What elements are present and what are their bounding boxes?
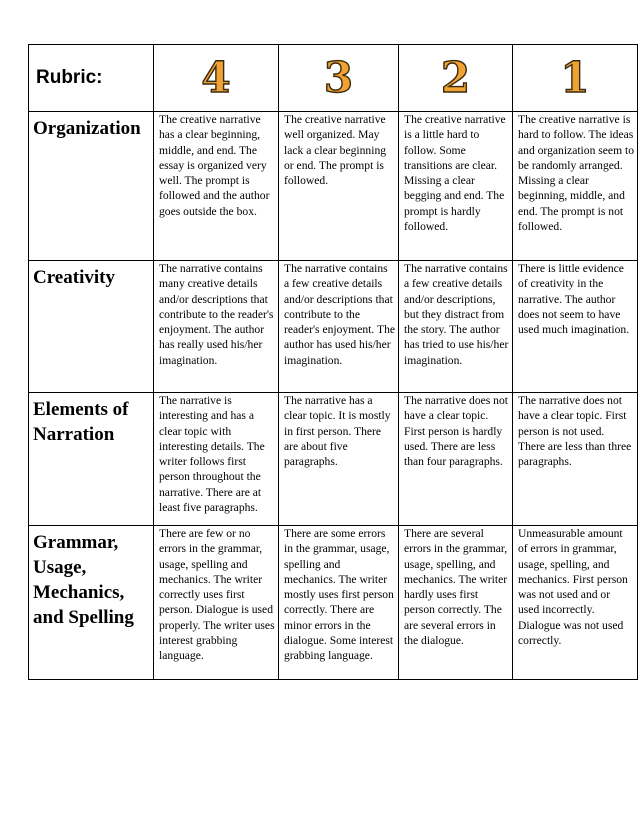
creativity-score-4: The narrative contains many creative details and/or descriptions that contribute to the reader's enjoyment. The author has really used his/her imagination.: [154, 261, 279, 393]
rubric-title: Rubric:: [29, 45, 154, 112]
score-3-header: 3: [279, 45, 399, 112]
narration-score-1: The narrative does not have a clear topic. First person is not used. There are less than three paragraphs.: [513, 393, 638, 526]
score-4-header: 4: [154, 45, 279, 112]
score-1-header: 1: [513, 45, 638, 112]
grammar-score-2: There are several errors in the grammar, usage, spelling, and mechanics. The writer hardly uses first person correctly. The are several errors in the dialogue.: [399, 526, 513, 680]
rubric-row-organization: [29, 112, 638, 261]
score-2-header: 2: [399, 45, 513, 112]
rubric-row-grammar: [29, 526, 638, 680]
narration-score-2: The narrative does not have a clear topic. First person is hardly used. There are less than four paragraphs.: [399, 393, 513, 526]
header-row: [29, 45, 638, 112]
rubric-table: [28, 44, 638, 680]
grammar-score-1: Unmeasurable amount of errors in grammar, usage, spelling, and mechanics. First person was not used and or used incorrectly. Dialogue was not used correctly.: [513, 526, 638, 680]
organization-score-3: The creative narrative well organized. May lack a clear beginning or end. The prompt is followed.: [279, 112, 399, 261]
rubric-row-creativity: [29, 261, 638, 393]
creativity-score-1: There is little evidence of creativity in the narrative. The author does not seem to have used much imagination.: [513, 261, 638, 393]
organization-score-4: The creative narrative has a clear beginning, middle, and end. The essay is organized very well. The prompt is followed and the author goes outside the box.: [154, 112, 279, 261]
narration-score-3: The narrative has a clear topic. It is mostly in first person. There are about five paragraphs.: [279, 393, 399, 526]
criterion-organization: Organization: [29, 112, 154, 261]
creativity-score-3: The narrative contains a few creative details and/or descriptions that contribute to the reader's enjoyment. The author has used his/her imagination.: [279, 261, 399, 393]
organization-score-1: The creative narrative is hard to follow. The ideas and organization seem to be randomly arranged. Missing a clear beginning, middle, and end. The prompt is not followed.: [513, 112, 638, 261]
rubric-row-elements-of-narration: [29, 393, 638, 526]
organization-score-2: The creative narrative is a little hard to follow. Some transitions are clear. Missing a clear begging and end. The prompt is hardly followed.: [399, 112, 513, 261]
criterion-grammar-usage-mechanics-spelling: Grammar, Usage, Mechanics, and Spelling: [29, 526, 154, 680]
grammar-score-4: There are few or no errors in the grammar, usage, spelling and mechanics. The writer correctly uses first person. Dialogue is used properly. The writer uses interest grabbing language.: [154, 526, 279, 680]
criterion-elements-of-narration: Elements of Narration: [29, 393, 154, 526]
creativity-score-2: The narrative contains a few creative details and/or descriptions, but they distract from the story. The author has tried to use his/her imagination.: [399, 261, 513, 393]
narration-score-4: The narrative is interesting and has a clear topic with interesting details. The writer follows first person throughout the narrative. There are at least five paragraphs.: [154, 393, 279, 526]
criterion-creativity: Creativity: [29, 261, 154, 393]
grammar-score-3: There are some errors in the grammar, usage, spelling and mechanics. The writer mostly uses first person correctly. There are minor errors in the dialogue. Some interest grabbing language.: [279, 526, 399, 680]
